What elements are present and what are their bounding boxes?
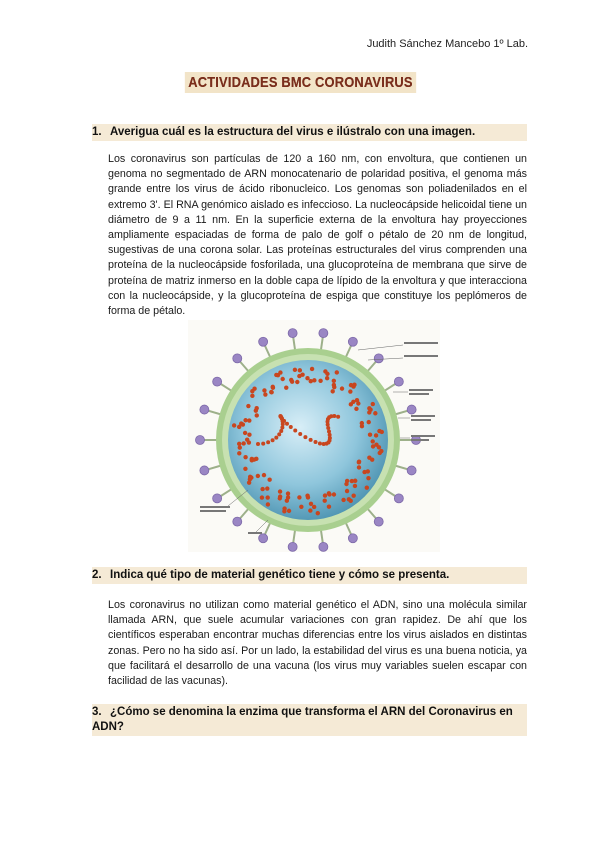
question-text: Indica qué tipo de material genético tiene y cómo se presenta. [110, 569, 450, 581]
question-number: 3. [92, 706, 102, 718]
question-1 [92, 124, 527, 141]
document-title [0, 72, 600, 93]
coronavirus-structure-illustration [188, 320, 440, 552]
title-text: ACTIVIDADES BMC CORONAVIRUS [184, 72, 415, 93]
question-2 [92, 567, 527, 584]
answer-1: Los coronavirus son partículas de 120 a 160 nm, con envoltura, que contienen un genoma no segmentado de ARN monocatenario de polaridad positiva, el genoma más grande entre los virus de ácido ribonucleico. Los genomas son poliadenilados en el extremo 3'. El RNA genómico aislado es infeccioso. La nucleocápside helicoidal tiene un diámetro de 9 a 11 nm. En la superficie externa de la envoltura hay proyecciones ampliamente espaciadas de forma de palo de golf o pétalo de 20 nm de longitud, sugestivas de una corona solar. Las proteínas estructurales del virus comprenden una proteína de la nucleocápside fosforilada, una glucoproteína de membrana que sirve de proteína de matriz inmerso en la doble capa de lípido de la envoltura y que interacciona con la nucleocápside, y la glucoproteína de espiga que constituye los peplómeros de forma de pétalo. [108, 153, 527, 318]
answer-2: Los coronavirus no utilizan como material genético el ADN, sino una molécula similar llamada ARN, que suele acumular variaciones con gran rapidez. De ahí que los científicos esperaban encontrar muchas diferencias entre los virus aislados en distintas zonas. Pero no ha sido así. Por un lado, la estabilidad del virus es una buena noticia, ya que facilitará el desarrollo de una vacuna (los virus muy variables suelen escapar con facilidad de las vacunas). [108, 599, 527, 688]
question-number: 1. [92, 126, 102, 138]
question-text: Averigua cuál es la estructura del virus e ilústralo con una imagen. [110, 126, 476, 138]
question-3 [92, 704, 527, 736]
question-number: 2. [92, 569, 102, 581]
author-name: Judith Sánchez Mancebo 1º Lab. [366, 38, 528, 50]
question-text: ¿Cómo se denomina la enzima que transforma el ARN del Coronavirus en ADN? [92, 706, 513, 733]
